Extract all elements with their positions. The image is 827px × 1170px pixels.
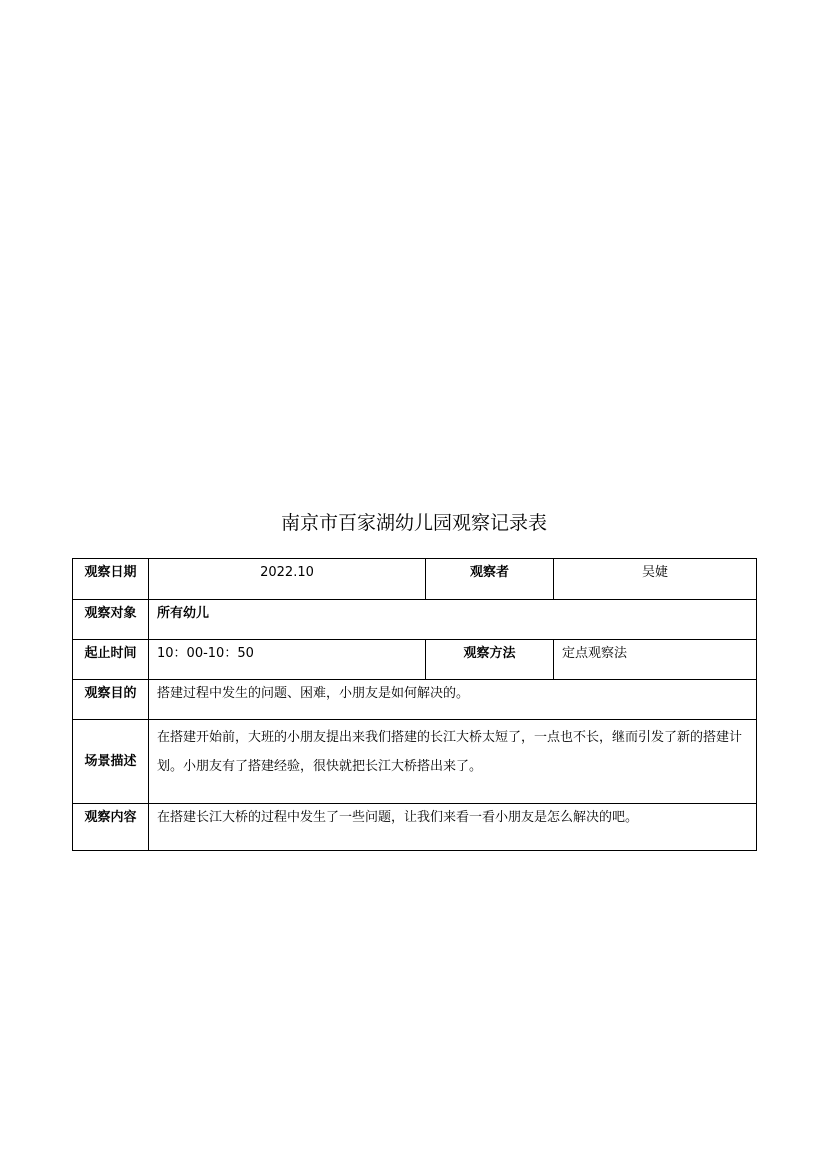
method-label: 观察方法 bbox=[426, 640, 554, 680]
method-value: 定点观察法 bbox=[554, 640, 757, 680]
date-label: 观察日期 bbox=[73, 559, 149, 600]
content-label: 观察内容 bbox=[73, 804, 149, 851]
observation-record-table bbox=[72, 558, 757, 851]
document-title: 南京市百家湖幼儿园观察记录表 bbox=[280, 512, 547, 534]
table-row-date bbox=[73, 559, 757, 600]
time-value: 10：00-10：50 bbox=[149, 640, 426, 680]
observer-label: 观察者 bbox=[426, 559, 554, 600]
table-row-content bbox=[73, 804, 757, 851]
table-row-scene bbox=[73, 720, 757, 804]
time-label: 起止时间 bbox=[73, 640, 149, 680]
table-row-time bbox=[73, 640, 757, 680]
table-row-subject bbox=[73, 600, 757, 640]
scene-label: 场景描述 bbox=[73, 720, 149, 804]
observer-value: 吴婕 bbox=[554, 559, 757, 600]
purpose-value: 搭建过程中发生的问题、困难，小朋友是如何解决的。 bbox=[149, 680, 757, 720]
scene-value: 在搭建开始前，大班的小朋友提出来我们搭建的长江大桥太短了，一点也不长，继而引发了新的搭建计划。小朋友有了搭建经验，很快就把长江大桥搭出来了。 bbox=[149, 720, 757, 804]
table-row-purpose bbox=[73, 680, 757, 720]
purpose-label: 观察目的 bbox=[73, 680, 149, 720]
date-value: 2022.10 bbox=[149, 559, 426, 600]
subject-value: 所有幼儿 bbox=[149, 600, 757, 640]
content-value: 在搭建长江大桥的过程中发生了一些问题，让我们来看一看小朋友是怎么解决的吧。 bbox=[149, 804, 757, 851]
subject-label: 观察对象 bbox=[73, 600, 149, 640]
